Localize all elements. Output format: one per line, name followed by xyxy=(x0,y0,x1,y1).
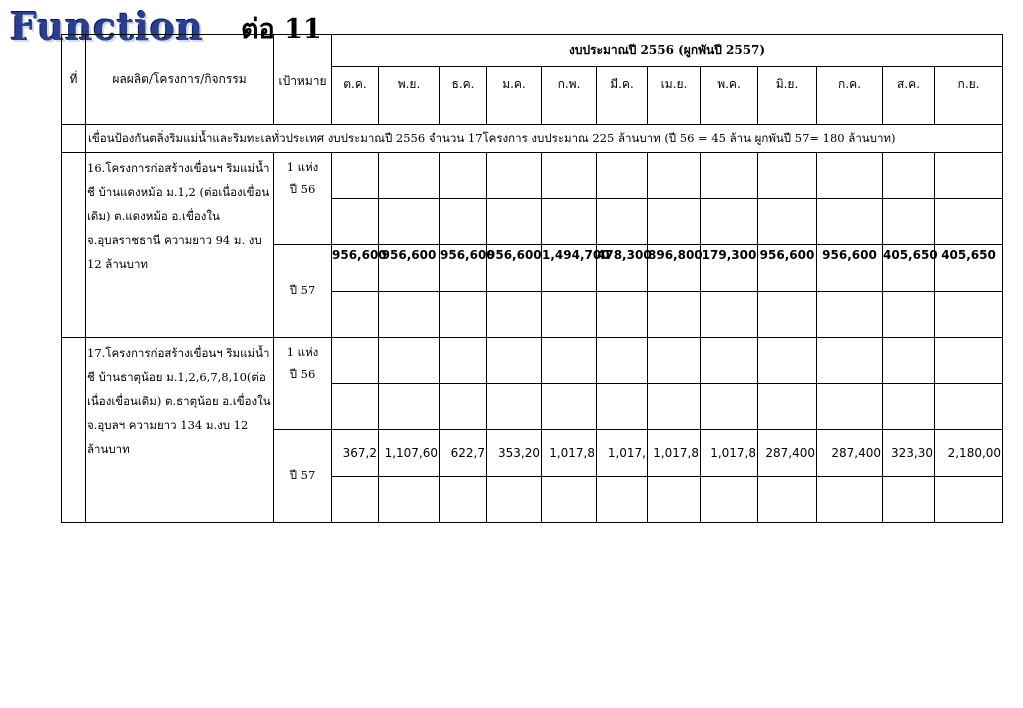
empty-cell xyxy=(883,477,935,523)
empty-cell xyxy=(597,292,648,338)
empty-cell xyxy=(274,338,332,430)
empty-cell xyxy=(701,153,758,199)
empty-cell xyxy=(758,153,817,199)
month-header: มิ.ย. xyxy=(758,67,817,125)
target-count: 1 แห่ง xyxy=(286,160,319,174)
empty-cell xyxy=(817,477,883,523)
empty-cell xyxy=(379,153,440,199)
empty-cell xyxy=(883,153,935,199)
budget-cell: 956,600 xyxy=(817,245,883,292)
empty-cell xyxy=(758,292,817,338)
budget-cell: 287,400 xyxy=(817,430,883,477)
empty-cell xyxy=(440,477,487,523)
empty-cell xyxy=(332,477,379,523)
empty-cell xyxy=(542,338,597,384)
month-header: ต.ค. xyxy=(332,67,379,125)
month-header: ก.ย. xyxy=(935,67,1003,125)
header-product: ผลผลิต/โครงการ/กิจกรรม xyxy=(86,35,274,125)
empty-cell xyxy=(758,477,817,523)
empty-cell xyxy=(379,199,440,245)
budget-cell: 1,017,8 xyxy=(701,430,758,477)
month-header: ก.พ. xyxy=(542,67,597,125)
budget-cell: 323,30 xyxy=(883,430,935,477)
empty-cell xyxy=(935,153,1003,199)
empty-cell xyxy=(542,292,597,338)
empty-cell xyxy=(701,384,758,430)
empty-cell xyxy=(62,153,86,338)
budget-cell: 2,180,00 xyxy=(935,430,1003,477)
budget-cell: 956,600 xyxy=(487,245,542,292)
empty-cell xyxy=(648,292,701,338)
budget-cell: 1,017,8 xyxy=(542,430,597,477)
budget-cell: 956,600 xyxy=(379,245,440,292)
empty-cell xyxy=(883,338,935,384)
year-label: ปี 56 xyxy=(289,182,316,196)
header-budget: งบประมาณปี 2556 (ผูกพันปี 2557) xyxy=(332,35,1003,67)
empty-cell xyxy=(648,384,701,430)
budget-cell: 367,2 xyxy=(332,430,379,477)
empty-cell xyxy=(935,292,1003,338)
budget-cell: 1,017,8 xyxy=(648,430,701,477)
empty-cell xyxy=(817,153,883,199)
empty-cell xyxy=(487,199,542,245)
empty-cell xyxy=(542,477,597,523)
empty-cell xyxy=(883,292,935,338)
budget-table xyxy=(61,34,1003,523)
empty-cell xyxy=(487,292,542,338)
empty-cell xyxy=(542,199,597,245)
empty-cell xyxy=(935,199,1003,245)
empty-cell xyxy=(487,338,542,384)
month-header: ธ.ค. xyxy=(440,67,487,125)
continuation-label: ต่อ 11 xyxy=(241,14,322,45)
empty-cell xyxy=(487,153,542,199)
empty-cell xyxy=(332,384,379,430)
empty-cell xyxy=(883,384,935,430)
empty-cell xyxy=(935,384,1003,430)
empty-cell xyxy=(332,292,379,338)
empty-cell xyxy=(487,477,542,523)
empty-cell xyxy=(648,199,701,245)
empty-cell xyxy=(597,153,648,199)
empty-cell xyxy=(701,338,758,384)
empty-cell xyxy=(648,338,701,384)
empty-cell xyxy=(701,199,758,245)
empty-cell xyxy=(440,199,487,245)
empty-cell xyxy=(701,292,758,338)
empty-cell xyxy=(62,125,86,153)
empty-cell xyxy=(440,384,487,430)
budget-cell: 179,300 xyxy=(701,245,758,292)
empty-cell xyxy=(597,477,648,523)
empty-cell xyxy=(440,292,487,338)
empty-cell xyxy=(817,199,883,245)
month-header: มี.ค. xyxy=(597,67,648,125)
program-note: เขื่อนป้องกันตลิ่งริมแม่น้ำและริมทะเลทั่วประเทศ งบประมาณปี 2556 จำนวน 17โครงการ งบประมาณ 225 ล้านบาท (ปี 56 = 45 ล้าน ผูกพันปี 57= 180 ล้านบาท) xyxy=(86,125,1003,153)
month-header: ม.ค. xyxy=(487,67,542,125)
empty-cell xyxy=(817,338,883,384)
header-no: ที่ xyxy=(62,35,86,125)
budget-cell: 478,300 xyxy=(597,245,648,292)
month-header: ส.ค. xyxy=(883,67,935,125)
empty-cell xyxy=(758,338,817,384)
budget-cell: 956,600 xyxy=(440,245,487,292)
empty-cell xyxy=(542,153,597,199)
year-label: ปี 57 xyxy=(274,430,332,523)
empty-cell xyxy=(274,153,332,245)
budget-cell: 405,650 xyxy=(935,245,1003,292)
budget-cell: 1,107,60 xyxy=(379,430,440,477)
function-title: Function xyxy=(10,4,204,49)
budget-cell: 287,400 xyxy=(758,430,817,477)
empty-cell xyxy=(332,153,379,199)
empty-cell xyxy=(379,384,440,430)
budget-cell: 896,800 xyxy=(648,245,701,292)
budget-cell: 956,600 xyxy=(758,245,817,292)
month-header: พ.ย. xyxy=(379,67,440,125)
empty-cell xyxy=(701,477,758,523)
empty-cell xyxy=(648,153,701,199)
empty-cell xyxy=(883,199,935,245)
budget-cell: 353,20 xyxy=(487,430,542,477)
header-target: เป้าหมาย xyxy=(274,67,332,125)
budget-cell: 622,7 xyxy=(440,430,487,477)
empty-cell xyxy=(758,384,817,430)
budget-cell: 1,494,700 xyxy=(542,245,597,292)
budget-cell: 405,650 xyxy=(883,245,935,292)
empty-cell xyxy=(332,338,379,384)
budget-cell: 956,600 xyxy=(332,245,379,292)
empty-cell xyxy=(935,477,1003,523)
project-description: 16.โครงการก่อสร้างเขื่อนฯ ริมแม่น้ำชี บ้านแดงหม้อ ม.1,2 (ต่อเนื่องเขื่อนเดิม) ต.แดงหม้อ อ.เขื่องใน จ.อุบลราชธานี ความยาว 94 ม. งบ 12 ล้านบาท xyxy=(86,153,274,338)
month-header: เม.ย. xyxy=(648,67,701,125)
empty-cell xyxy=(487,384,542,430)
empty-cell xyxy=(440,153,487,199)
empty-cell xyxy=(935,338,1003,384)
month-header: พ.ค. xyxy=(701,67,758,125)
empty-cell xyxy=(597,199,648,245)
empty-cell xyxy=(379,477,440,523)
empty-cell xyxy=(440,338,487,384)
year-label: ปี 57 xyxy=(274,245,332,338)
empty-cell xyxy=(597,338,648,384)
month-header: ก.ค. xyxy=(817,67,883,125)
empty-cell xyxy=(379,292,440,338)
target-count: 1 แห่ง xyxy=(286,345,319,359)
empty-cell xyxy=(817,292,883,338)
budget-cell: 1,017, xyxy=(597,430,648,477)
empty-cell xyxy=(648,477,701,523)
empty-cell xyxy=(817,384,883,430)
empty-cell xyxy=(379,338,440,384)
empty-cell xyxy=(332,199,379,245)
project-description: 17.โครงการก่อสร้างเขื่อนฯ ริมแม่น้ำชี บ้านธาตุน้อย ม.1,2,6,7,8,10(ต่อเนื่องเขื่อนเดิม) ต.ธาตุน้อย อ.เขื่องใน จ.อุบลฯ ความยาว 134 ม.งบ 12 ล้านบาท xyxy=(86,338,274,523)
empty-cell xyxy=(542,384,597,430)
empty-cell xyxy=(274,35,332,67)
empty-cell xyxy=(758,199,817,245)
empty-cell xyxy=(62,338,86,523)
year-label: ปี 56 xyxy=(289,367,316,381)
empty-cell xyxy=(597,384,648,430)
